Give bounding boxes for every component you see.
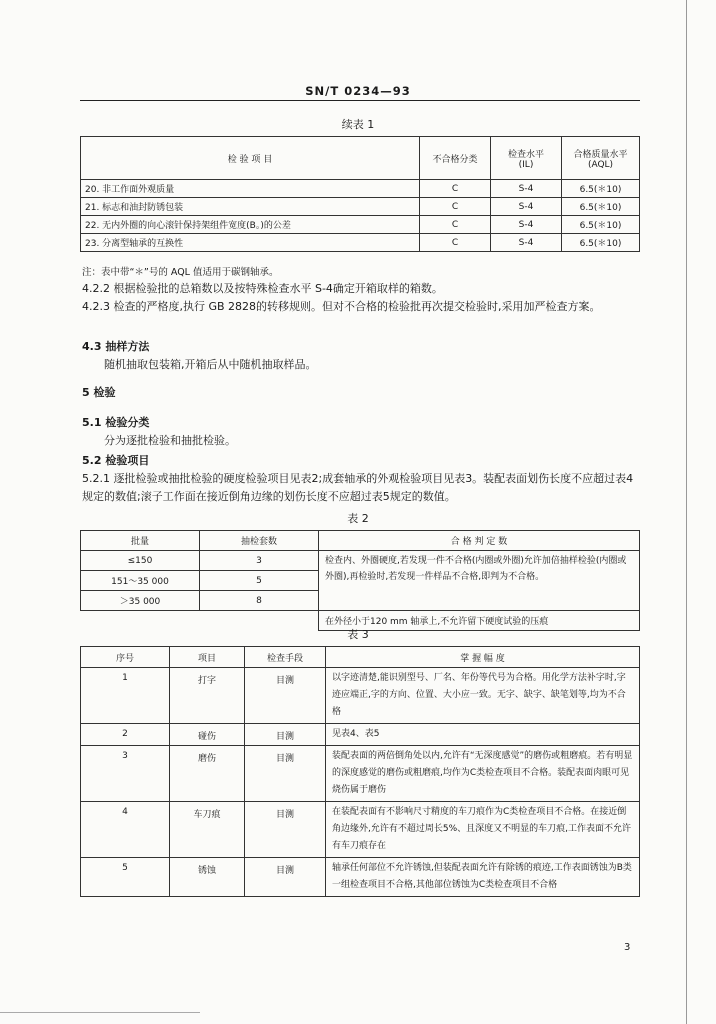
table1-item: 20. 非工作面外观质量 — [81, 180, 420, 198]
paragraph-4-3: 随机抽取包装箱,开箱后从中随机抽取样品。 — [104, 358, 317, 371]
table1-category: C — [420, 216, 491, 234]
aql-line2: (AQL) — [587, 159, 614, 170]
il-line2: (IL) — [518, 159, 534, 170]
table1-aql: 6.5(＊10) — [562, 180, 640, 198]
table1-aql: 6.5(＊10) — [562, 234, 640, 252]
page-number: 3 — [624, 942, 631, 953]
table2-criteria-last: 在外径小于120 mm 轴承上,不允许留下硬度试验的压痕 — [319, 611, 640, 631]
table3-item: 磨伤 — [170, 746, 245, 802]
standard-code-header: SN/T 0234—93 — [305, 84, 411, 98]
table1-header-row — [81, 137, 640, 180]
table3-no: 1 — [81, 668, 170, 724]
table3-header-row — [81, 647, 640, 668]
table3-caption: 表 3 — [347, 628, 369, 641]
table3-method: 目测 — [245, 802, 326, 858]
paragraph-5-1: 分为逐批检验和抽批检验。 — [104, 434, 236, 447]
table1-item: 22. 无内外圈的向心滚针保持架组件宽度(B。)的公差 — [81, 216, 420, 234]
table1-category: C — [420, 198, 491, 216]
table3-item: 打字 — [170, 668, 245, 724]
table1-header-il — [491, 137, 562, 180]
table2-batch: ＞35 000 — [81, 591, 200, 611]
table2-batch: ≤150 — [81, 551, 200, 571]
table1-il: S-4 — [491, 216, 562, 234]
section-4-3-heading: 4.3 抽样方法 — [82, 340, 150, 353]
table2-header-row — [81, 531, 640, 551]
table3-item: 车刀痕 — [170, 802, 245, 858]
section-5-2-heading: 5.2 检验项目 — [82, 454, 150, 467]
table3-header-degree: 掌 握 幅 度 — [326, 647, 640, 668]
table-row — [81, 802, 640, 858]
table1-caption: 续表 1 — [341, 118, 375, 131]
table3-header-no: 序号 — [81, 647, 170, 668]
table-row — [81, 216, 640, 234]
table2-sets: 5 — [200, 571, 319, 591]
table-row — [81, 180, 640, 198]
scan-bottom-line — [0, 1012, 200, 1013]
table2 — [80, 530, 640, 631]
table1-item: 21. 标志和油封防锈包装 — [81, 198, 420, 216]
table1 — [80, 136, 640, 252]
table3-degree: 以字迹清楚,能识别型号、厂名、年份等代号为合格。用化学方法补字时,字迹应端正,字的方向、位置、大小应一致。无字、缺字、缺笔划等,均为不合格 — [326, 668, 640, 724]
section-5-heading: 5 检验 — [82, 386, 116, 399]
table2-header-batch: 批量 — [81, 531, 200, 551]
table2-caption: 表 2 — [347, 512, 369, 525]
table3-header-method: 检查手段 — [245, 647, 326, 668]
table1-header-category: 不合格分类 — [420, 137, 491, 180]
table3-item: 锈蚀 — [170, 858, 245, 897]
table3-method: 目测 — [245, 746, 326, 802]
table-row — [81, 234, 640, 252]
table2-criteria-text: 检查内、外圈硬度,若发现一件不合格(内圈或外圈)允许加倍抽样检验(内圈或外圈),再检验时,若发现一件样品不合格,即判为不合格。 — [319, 551, 640, 611]
table3-method: 目测 — [245, 668, 326, 724]
table3-no: 5 — [81, 858, 170, 897]
table3-degree: 轴承任何部位不允许锈蚀,但装配表面允许有除锈的痕迹,工作表面锈蚀为B类一组检查项目不合格,其他部位锈蚀为C类检查项目不合格 — [326, 858, 640, 897]
table-row — [81, 858, 640, 897]
table-row — [81, 198, 640, 216]
table1-il: S-4 — [491, 198, 562, 216]
table2-sets: 3 — [200, 551, 319, 571]
table-row — [81, 746, 640, 802]
table3-item: 碰伤 — [170, 724, 245, 746]
table3-no: 3 — [81, 746, 170, 802]
header-rule — [80, 100, 640, 101]
table1-aql: 6.5(＊10) — [562, 198, 640, 216]
table3-method: 目测 — [245, 724, 326, 746]
table1-item: 23. 分离型轴承的互换性 — [81, 234, 420, 252]
paragraph-4-2-3: 4.2.3 检查的严格度,执行 GB 2828的转移规则。但对不合格的检验批再次提交检验时,采用加严检查方案。 — [82, 300, 601, 313]
table3-header-item: 项目 — [170, 647, 245, 668]
table2-header-sets: 抽检套数 — [200, 531, 319, 551]
table-row — [81, 668, 640, 724]
table2-header-criteria: 合 格 判 定 数 — [319, 531, 640, 551]
table1-aql: 6.5(＊10) — [562, 216, 640, 234]
table1-note: 注：表中带“＊”号的 AQL 值适用于碳钢轴承。 — [82, 267, 279, 278]
table-row — [81, 724, 640, 746]
table2-sets: 8 — [200, 591, 319, 611]
section-5-1-heading: 5.1 检验分类 — [82, 416, 150, 429]
aql-line1: 合格质量水平 — [573, 149, 628, 160]
paragraph-4-2-2: 4.2.2 根据检验批的总箱数以及按特殊检查水平 S-4确定开箱取样的箱数。 — [82, 282, 443, 295]
table1-il: S-4 — [491, 234, 562, 252]
table1-header-item: 检 验 项 目 — [81, 137, 420, 180]
table3-degree: 在装配表面有不影响尺寸精度的车刀痕作为C类检查项目不合格。在接近倒角边缘外,允许有不超过周长5%、且深度又不明显的车刀痕,工作表面不允许有车刀痕存在 — [326, 802, 640, 858]
table3-no: 2 — [81, 724, 170, 746]
table2-batch: 151～35 000 — [81, 571, 200, 591]
table-row — [81, 551, 640, 571]
table3-degree: 装配表面的两倍倒角处以内,允许有“无深度感觉”的磨伤或粗磨痕。若有明显的深度感觉的磨伤或粗磨痕,均作为C类检查项目不合格。装配表面肉眼可见烧伤属于磨伤 — [326, 746, 640, 802]
table3-method: 目测 — [245, 858, 326, 897]
table3 — [80, 646, 640, 897]
table1-il: S-4 — [491, 180, 562, 198]
table1-header-aql — [562, 137, 640, 180]
table3-degree: 见表4、表5 — [326, 724, 640, 746]
table1-category: C — [420, 234, 491, 252]
table3-no: 4 — [81, 802, 170, 858]
table1-category: C — [420, 180, 491, 198]
il-line1: 检查水平 — [507, 149, 544, 160]
paragraph-5-2-1: 5.2.1 逐批检验或抽批检验的硬度检验项目见表2;成套轴承的外观检验项目见表3。装配表面划伤长度不应超过表4规定的数值;滚子工作面在接近倒角边缘的划伤长度不应超过表5规定的数值。 — [82, 472, 634, 503]
